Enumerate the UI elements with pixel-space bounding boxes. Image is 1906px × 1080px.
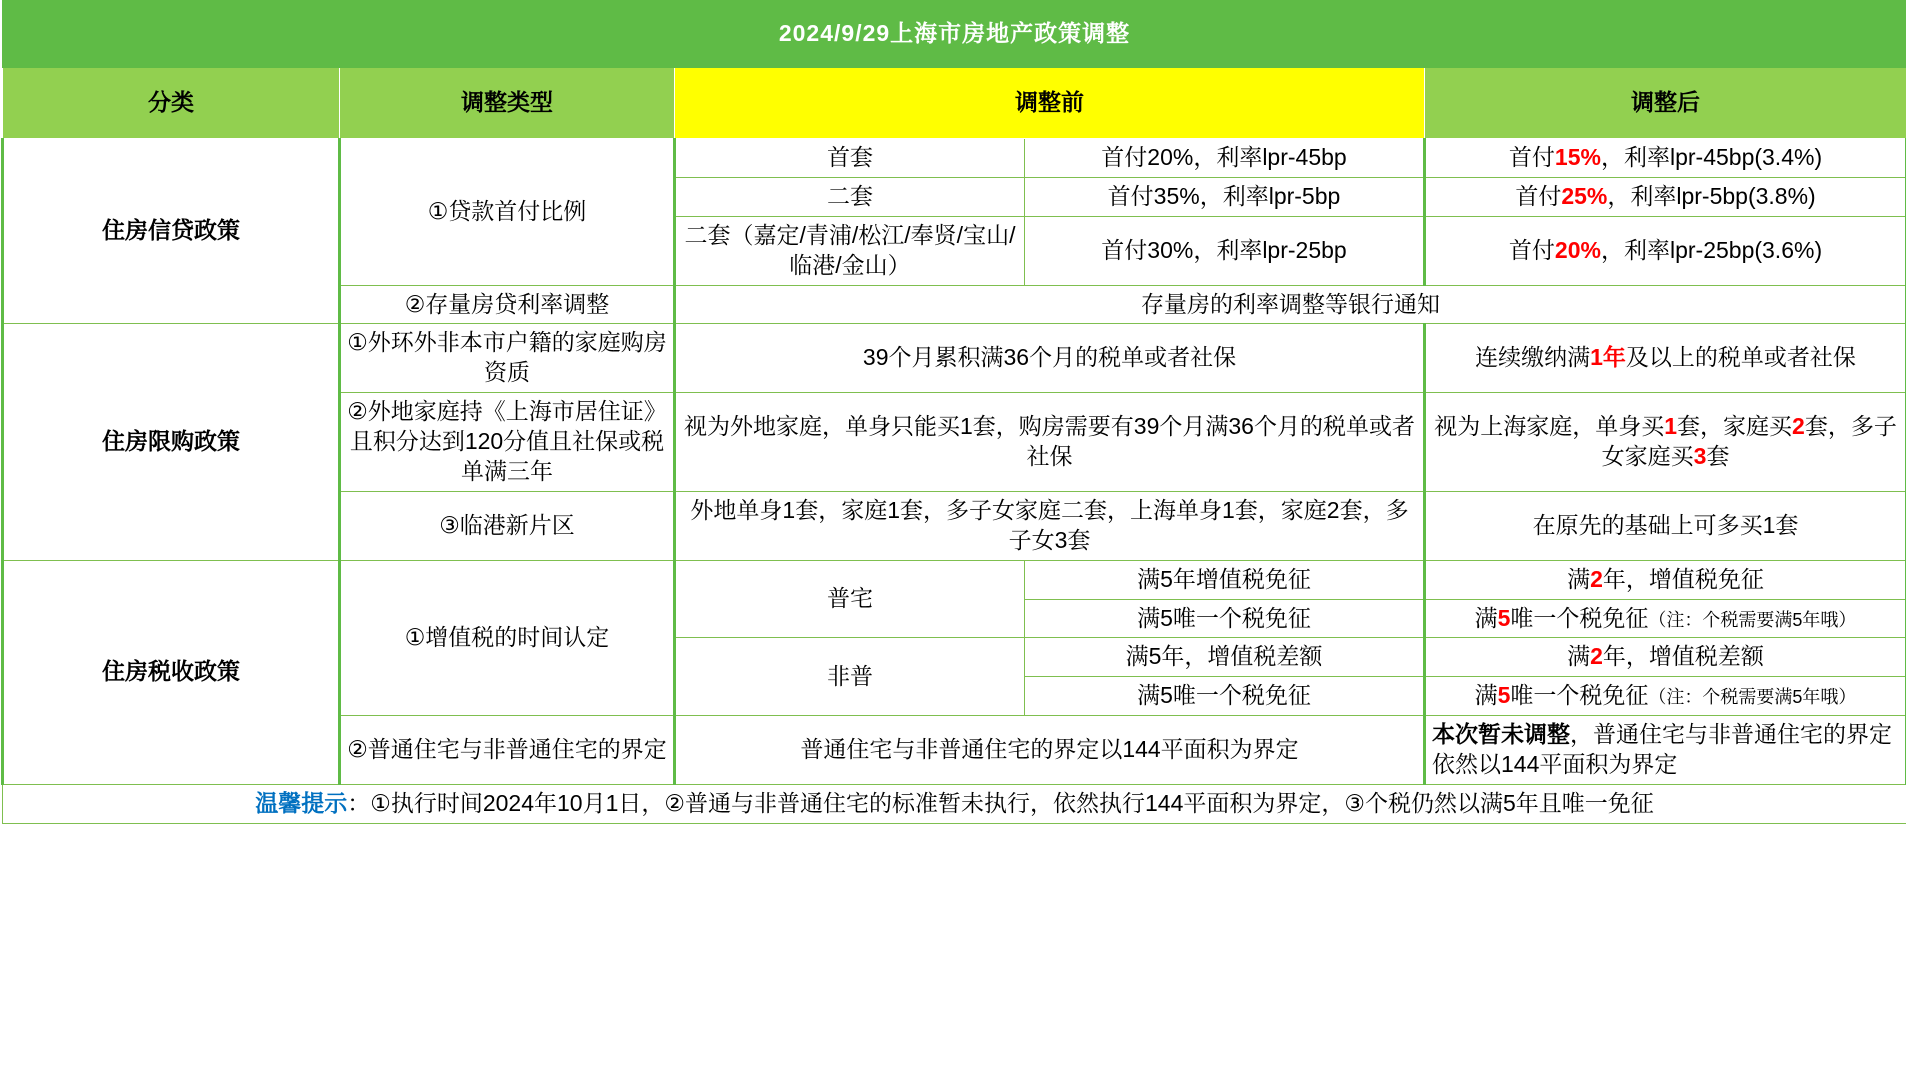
before-second-home: 首付35%，利率lpr-5bp	[1025, 177, 1425, 216]
sub-label-second-home: 二套	[675, 177, 1025, 216]
after-oit-p2: 唯一个税免征	[1510, 604, 1649, 631]
before-residence-permit: 视为外地家庭，单身只能买1套，购房需要有39个月满36个月的税单或者社保	[675, 393, 1425, 492]
after-rp-p0: 视为上海家庭，单身买	[1434, 413, 1665, 440]
after-outer-ring-p0: 连续缴纳满	[1475, 344, 1591, 371]
after-districts-prefix: 首付	[1508, 236, 1555, 263]
after-oit-p1: 5	[1497, 604, 1511, 631]
adjust-type-residence-permit: ②外地家庭持《上海市居住证》且积分达到120分值且社保或税单满三年	[340, 393, 675, 492]
header-before: 调整前	[675, 68, 1425, 139]
header-adjust-type: 调整类型	[340, 68, 675, 139]
category-purchase-restriction: 住房限购政策	[3, 324, 340, 560]
page-title: 2024/9/29上海市房地产政策调整	[3, 1, 1906, 68]
before-ordinary-vat: 满5年增值税免征	[1025, 560, 1425, 599]
tip-row	[3, 785, 1906, 824]
after-outer-ring	[1425, 324, 1906, 393]
before-ordinary-income-tax: 满5唯一个税免征	[1025, 599, 1425, 638]
after-nit-p1: 5	[1497, 682, 1511, 709]
after-def-p0: 本次暂未调整	[1432, 721, 1570, 748]
before-second-home-districts: 首付30%，利率lpr-25bp	[1025, 216, 1425, 285]
existing-loan-note: 存量房的利率调整等银行通知	[675, 285, 1906, 324]
category-tax: 住房税收政策	[3, 560, 340, 784]
policy-table	[1, 0, 1906, 824]
after-nv-p2: 年，增值税差额	[1602, 643, 1764, 670]
tip-label: 温馨提示	[255, 790, 348, 817]
sub-label-first-home: 首套	[675, 139, 1025, 178]
after-second-home-value: 25%	[1561, 182, 1608, 209]
after-ordinary-vat	[1425, 560, 1906, 599]
before-nonordinary-income-tax: 满5唯一个税免征	[1025, 677, 1425, 716]
after-districts-value: 20%	[1554, 236, 1601, 263]
title-row	[3, 1, 1906, 68]
after-rp-p5: 3	[1693, 443, 1707, 470]
after-second-home-districts	[1425, 216, 1906, 285]
sub-label-non-ordinary-home: 非普	[675, 638, 1025, 716]
after-rp-p2: 套，家庭买	[1677, 413, 1793, 440]
after-second-home-prefix: 首付	[1515, 182, 1562, 209]
adjust-type-existing-loan: ②存量房贷利率调整	[340, 285, 675, 324]
after-outer-ring-p1: 1年	[1590, 344, 1626, 371]
category-credit: 住房信贷政策	[3, 139, 340, 324]
adjust-type-downpayment: ①贷款首付比例	[340, 139, 675, 286]
before-lingang: 外地单身1套，家庭1套，多子女家庭二套，上海单身1套，家庭2套，多子女3套	[675, 491, 1425, 560]
after-rp-p6: 套	[1706, 443, 1730, 470]
before-first-home: 首付20%，利率lpr-45bp	[1025, 139, 1425, 178]
before-outer-ring: 39个月累积满36个月的税单或者社保	[675, 324, 1425, 393]
adjust-type-outer-ring: ①外环外非本市户籍的家庭购房资质	[340, 324, 675, 393]
after-oit-note: （注：个税需要满5年哦）	[1648, 609, 1857, 630]
after-rp-p3: 2	[1792, 413, 1805, 440]
after-ov-p0: 满	[1567, 565, 1591, 592]
adjust-type-definition: ②普通住宅与非普通住宅的界定	[340, 716, 675, 785]
after-definition	[1425, 716, 1906, 785]
after-residence-permit	[1425, 393, 1906, 492]
after-rp-p1: 1	[1664, 413, 1678, 440]
after-first-home-suffix: ，利率lpr-45bp(3.4%)	[1600, 144, 1823, 170]
before-nonordinary-vat: 满5年，增值税差额	[1025, 638, 1425, 677]
after-ordinary-income-tax	[1425, 599, 1906, 638]
tip-text: ：①执行时间2024年10月1日，②普通与非普通住宅的标准暂未执行，依然执行144平面积为界定，③个税仍然以满5年且唯一免征	[347, 790, 1654, 817]
header-category: 分类	[3, 68, 340, 139]
after-nv-p1: 2	[1590, 643, 1603, 670]
tip-cell	[3, 785, 1906, 824]
table-row	[3, 324, 1906, 393]
header-after: 调整后	[1425, 68, 1906, 139]
sub-label-ordinary-home: 普宅	[675, 560, 1025, 638]
after-rp-p4: 套，多子女家庭买	[1601, 413, 1897, 470]
before-definition: 普通住宅与非普通住宅的界定以144平面积为界定	[675, 716, 1425, 785]
after-second-home	[1425, 177, 1906, 216]
after-outer-ring-p2: 及以上的税单或者社保	[1625, 344, 1856, 371]
after-nit-p0: 满	[1474, 682, 1498, 709]
after-districts-suffix: ，利率lpr-25bp(3.6%)	[1600, 236, 1823, 263]
after-nit-note: （注：个税需要满5年哦）	[1648, 687, 1857, 708]
sub-label-second-home-districts: 二套（嘉定/青浦/松江/奉贤/宝山/临港/金山）	[675, 216, 1025, 285]
after-oit-p0: 满	[1474, 604, 1498, 631]
after-first-home-value: 15%	[1554, 144, 1601, 170]
after-first-home-prefix: 首付	[1508, 144, 1555, 170]
adjust-type-lingang: ③临港新片区	[340, 491, 675, 560]
after-second-home-suffix: ，利率lpr-5bp(3.8%)	[1607, 182, 1816, 209]
table-row	[3, 139, 1906, 178]
after-def-p1: ，普通住宅与非普通住宅的界定依然以144平面积为界定	[1432, 721, 1892, 778]
after-nonordinary-vat	[1425, 638, 1906, 677]
after-first-home	[1425, 139, 1906, 178]
after-ov-p1: 2	[1590, 565, 1603, 592]
after-nv-p0: 满	[1567, 643, 1591, 670]
adjust-type-vat-time: ①增值税的时间认定	[340, 560, 675, 716]
after-lingang: 在原先的基础上可多买1套	[1425, 491, 1906, 560]
after-nit-p2: 唯一个税免征	[1510, 682, 1649, 709]
table-row	[3, 560, 1906, 599]
after-nonordinary-income-tax	[1425, 677, 1906, 716]
header-row	[3, 68, 1906, 139]
after-ov-p2: 年，增值税免征	[1602, 565, 1764, 592]
